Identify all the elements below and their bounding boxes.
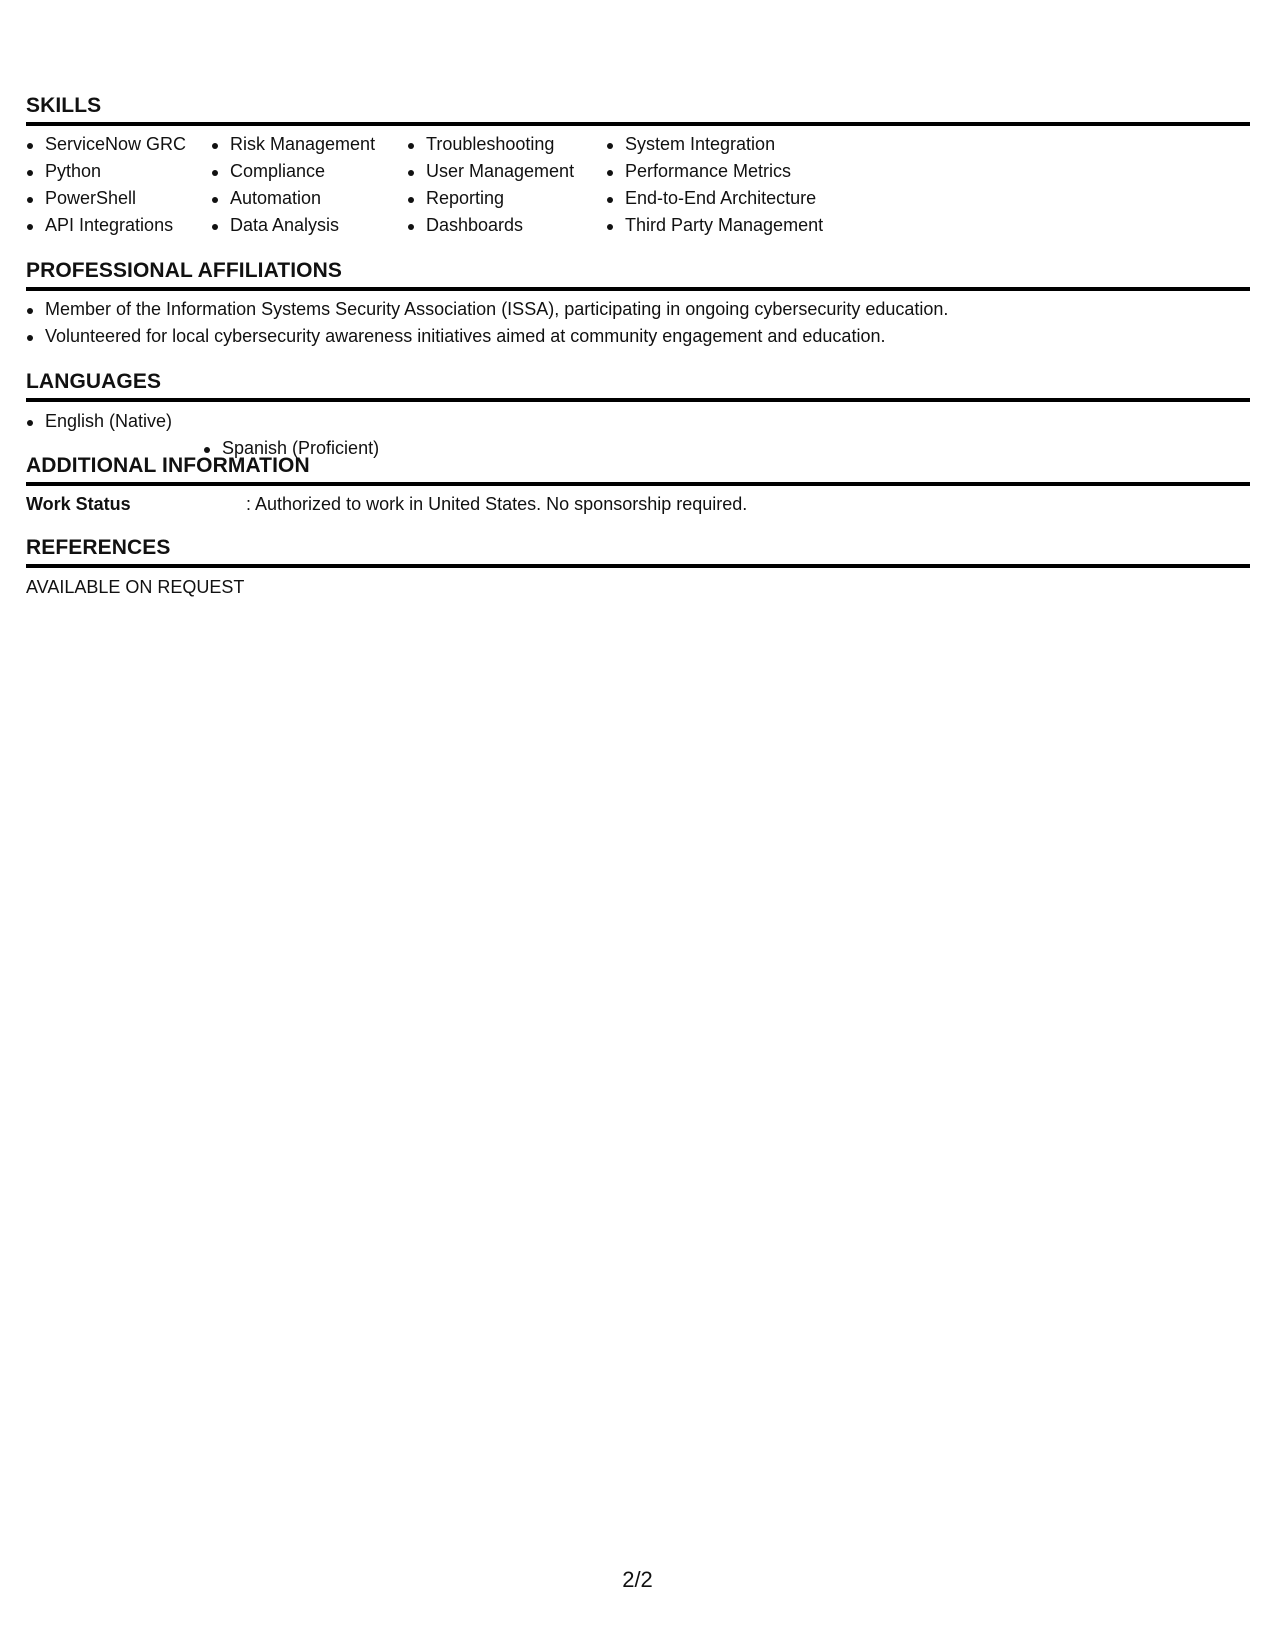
references-section	[26, 536, 1250, 601]
work-status-label: Work Status	[26, 494, 131, 514]
skill-item: End-to-End Architecture	[606, 185, 823, 212]
resume-page	[26, 0, 1250, 1650]
skills-column-1	[26, 131, 186, 239]
skill-item: PowerShell	[26, 185, 186, 212]
work-status-row	[26, 486, 1250, 516]
skill-item: ServiceNow GRC	[26, 131, 186, 158]
skill-item: Automation	[211, 185, 375, 212]
languages-heading: LANGUAGES	[26, 370, 1250, 402]
skill-item: Data Analysis	[211, 212, 375, 239]
skill-item: Compliance	[211, 158, 375, 185]
work-status-value: : Authorized to work in United States. No sponsorship required.	[246, 494, 748, 514]
skill-item: Troubleshooting	[407, 131, 574, 158]
skill-item: Reporting	[407, 185, 574, 212]
skill-item: Dashboards	[407, 212, 574, 239]
skill-item: Python	[26, 158, 186, 185]
skill-item: User Management	[407, 158, 574, 185]
affiliations-section	[26, 259, 1250, 350]
skill-item: Third Party Management	[606, 212, 823, 239]
languages-list	[26, 402, 1250, 458]
skills-section	[26, 94, 1250, 238]
affiliations-heading: PROFESSIONAL AFFILIATIONS	[26, 259, 1250, 291]
affiliation-item: Volunteered for local cybersecurity awareness initiatives aimed at community engagement and education.	[26, 323, 1250, 350]
references-heading: REFERENCES	[26, 536, 1250, 568]
skills-column-2	[211, 131, 375, 239]
affiliations-list	[26, 291, 1250, 350]
references-text: AVAILABLE ON REQUEST	[26, 577, 245, 597]
additional-info-heading: ADDITIONAL INFORMATION	[26, 454, 1250, 486]
languages-section	[26, 370, 1250, 458]
skills-column-3	[407, 131, 574, 239]
language-item: Spanish (Proficient)	[203, 435, 1275, 462]
page-number: 2/2	[622, 1567, 653, 1592]
language-item: English (Native)	[26, 408, 1250, 435]
skills-heading: SKILLS	[26, 94, 1250, 126]
additional-info-section	[26, 454, 1250, 516]
skill-item: Performance Metrics	[606, 158, 823, 185]
skill-item: System Integration	[606, 131, 823, 158]
skills-column-4	[606, 131, 823, 239]
affiliation-item: Member of the Information Systems Security Association (ISSA), participating in ongoing cybersecurity education.	[26, 296, 1250, 323]
skill-item: Risk Management	[211, 131, 375, 158]
skills-grid	[26, 126, 1250, 238]
skill-item: API Integrations	[26, 212, 186, 239]
